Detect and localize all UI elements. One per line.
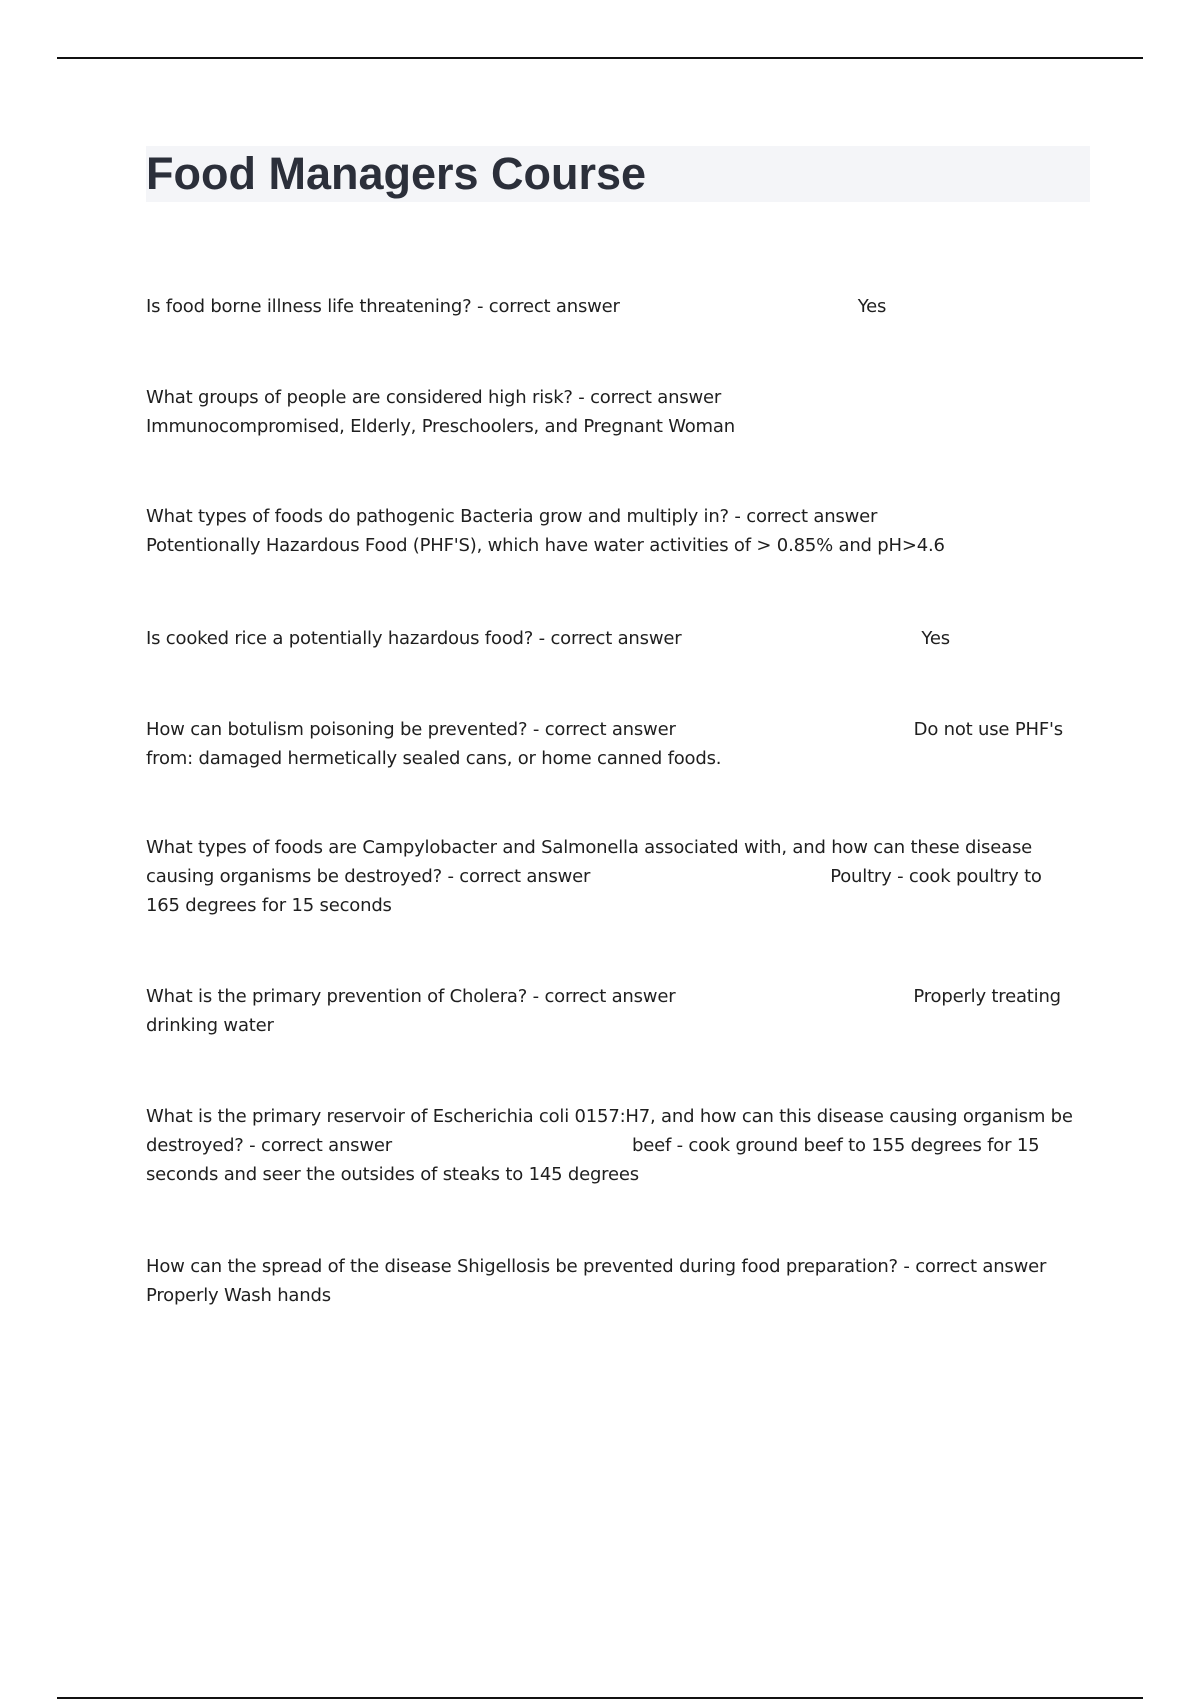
qa-line: Is food borne illness life threatening? - correct answer Yes — [146, 296, 887, 317]
qa-line: causing organisms be destroyed? - correct answer Poultry - cook poultry to — [146, 866, 1042, 887]
qa-item-4 — [146, 624, 1090, 653]
qa-item-9: How can the spread of the disease Shigellosis be prevented during food preparation? - correct answer Properly Wash hands — [146, 1256, 1047, 1306]
qa-item-3: What types of foods do pathogenic Bacteria grow and multiply in? - correct answer Potentionally Hazardous Food (PHF'S), which have water activities of > 0.85% and pH>4.6 — [146, 506, 945, 556]
qa-item-7: What is the primary prevention of Cholera? - correct answer Properly treating drinking water — [146, 982, 1090, 1040]
qa-item-2: What groups of people are considered high risk? - correct answer Immunocompromised, Elderly, Preschoolers, and Pregnant Woman — [146, 387, 735, 437]
qa-item-6: What types of foods are Campylobacter and Salmonella associated with, and how can these disease causing organisms be destroyed? - correct answer Poultry - cook poultry to 165 degrees for 15 seconds — [146, 833, 1090, 920]
qa-item-1 — [146, 292, 1090, 321]
qa-line: How can botulism poisoning be prevented? - correct answer Do not use PHF's — [146, 719, 1063, 740]
qa-line: destroyed? - correct answer beef - cook ground beef to 155 degrees for 15 — [146, 1135, 1040, 1156]
top-rule — [57, 57, 1143, 59]
qa-line: Is cooked rice a potentially hazardous food? - correct answer Yes — [146, 628, 950, 649]
qa-item-5: How can botulism poisoning be prevented? - correct answer Do not use PHF's from: damaged hermetically sealed cans, or home canned foods. — [146, 715, 1090, 773]
bottom-rule — [57, 1697, 1143, 1699]
qa-line: What is the primary prevention of Cholera? - correct answer Properly treating — [146, 986, 1061, 1007]
page-title: Food Managers Course — [146, 148, 647, 199]
qa-item-8: What is the primary reservoir of Escherichia coli 0157:H7, and how can this disease causing organism be destroyed? - correct answer beef - cook ground beef to 155 degrees for 15 seconds and seer the outsides of steaks to 145 degrees — [146, 1102, 1090, 1189]
